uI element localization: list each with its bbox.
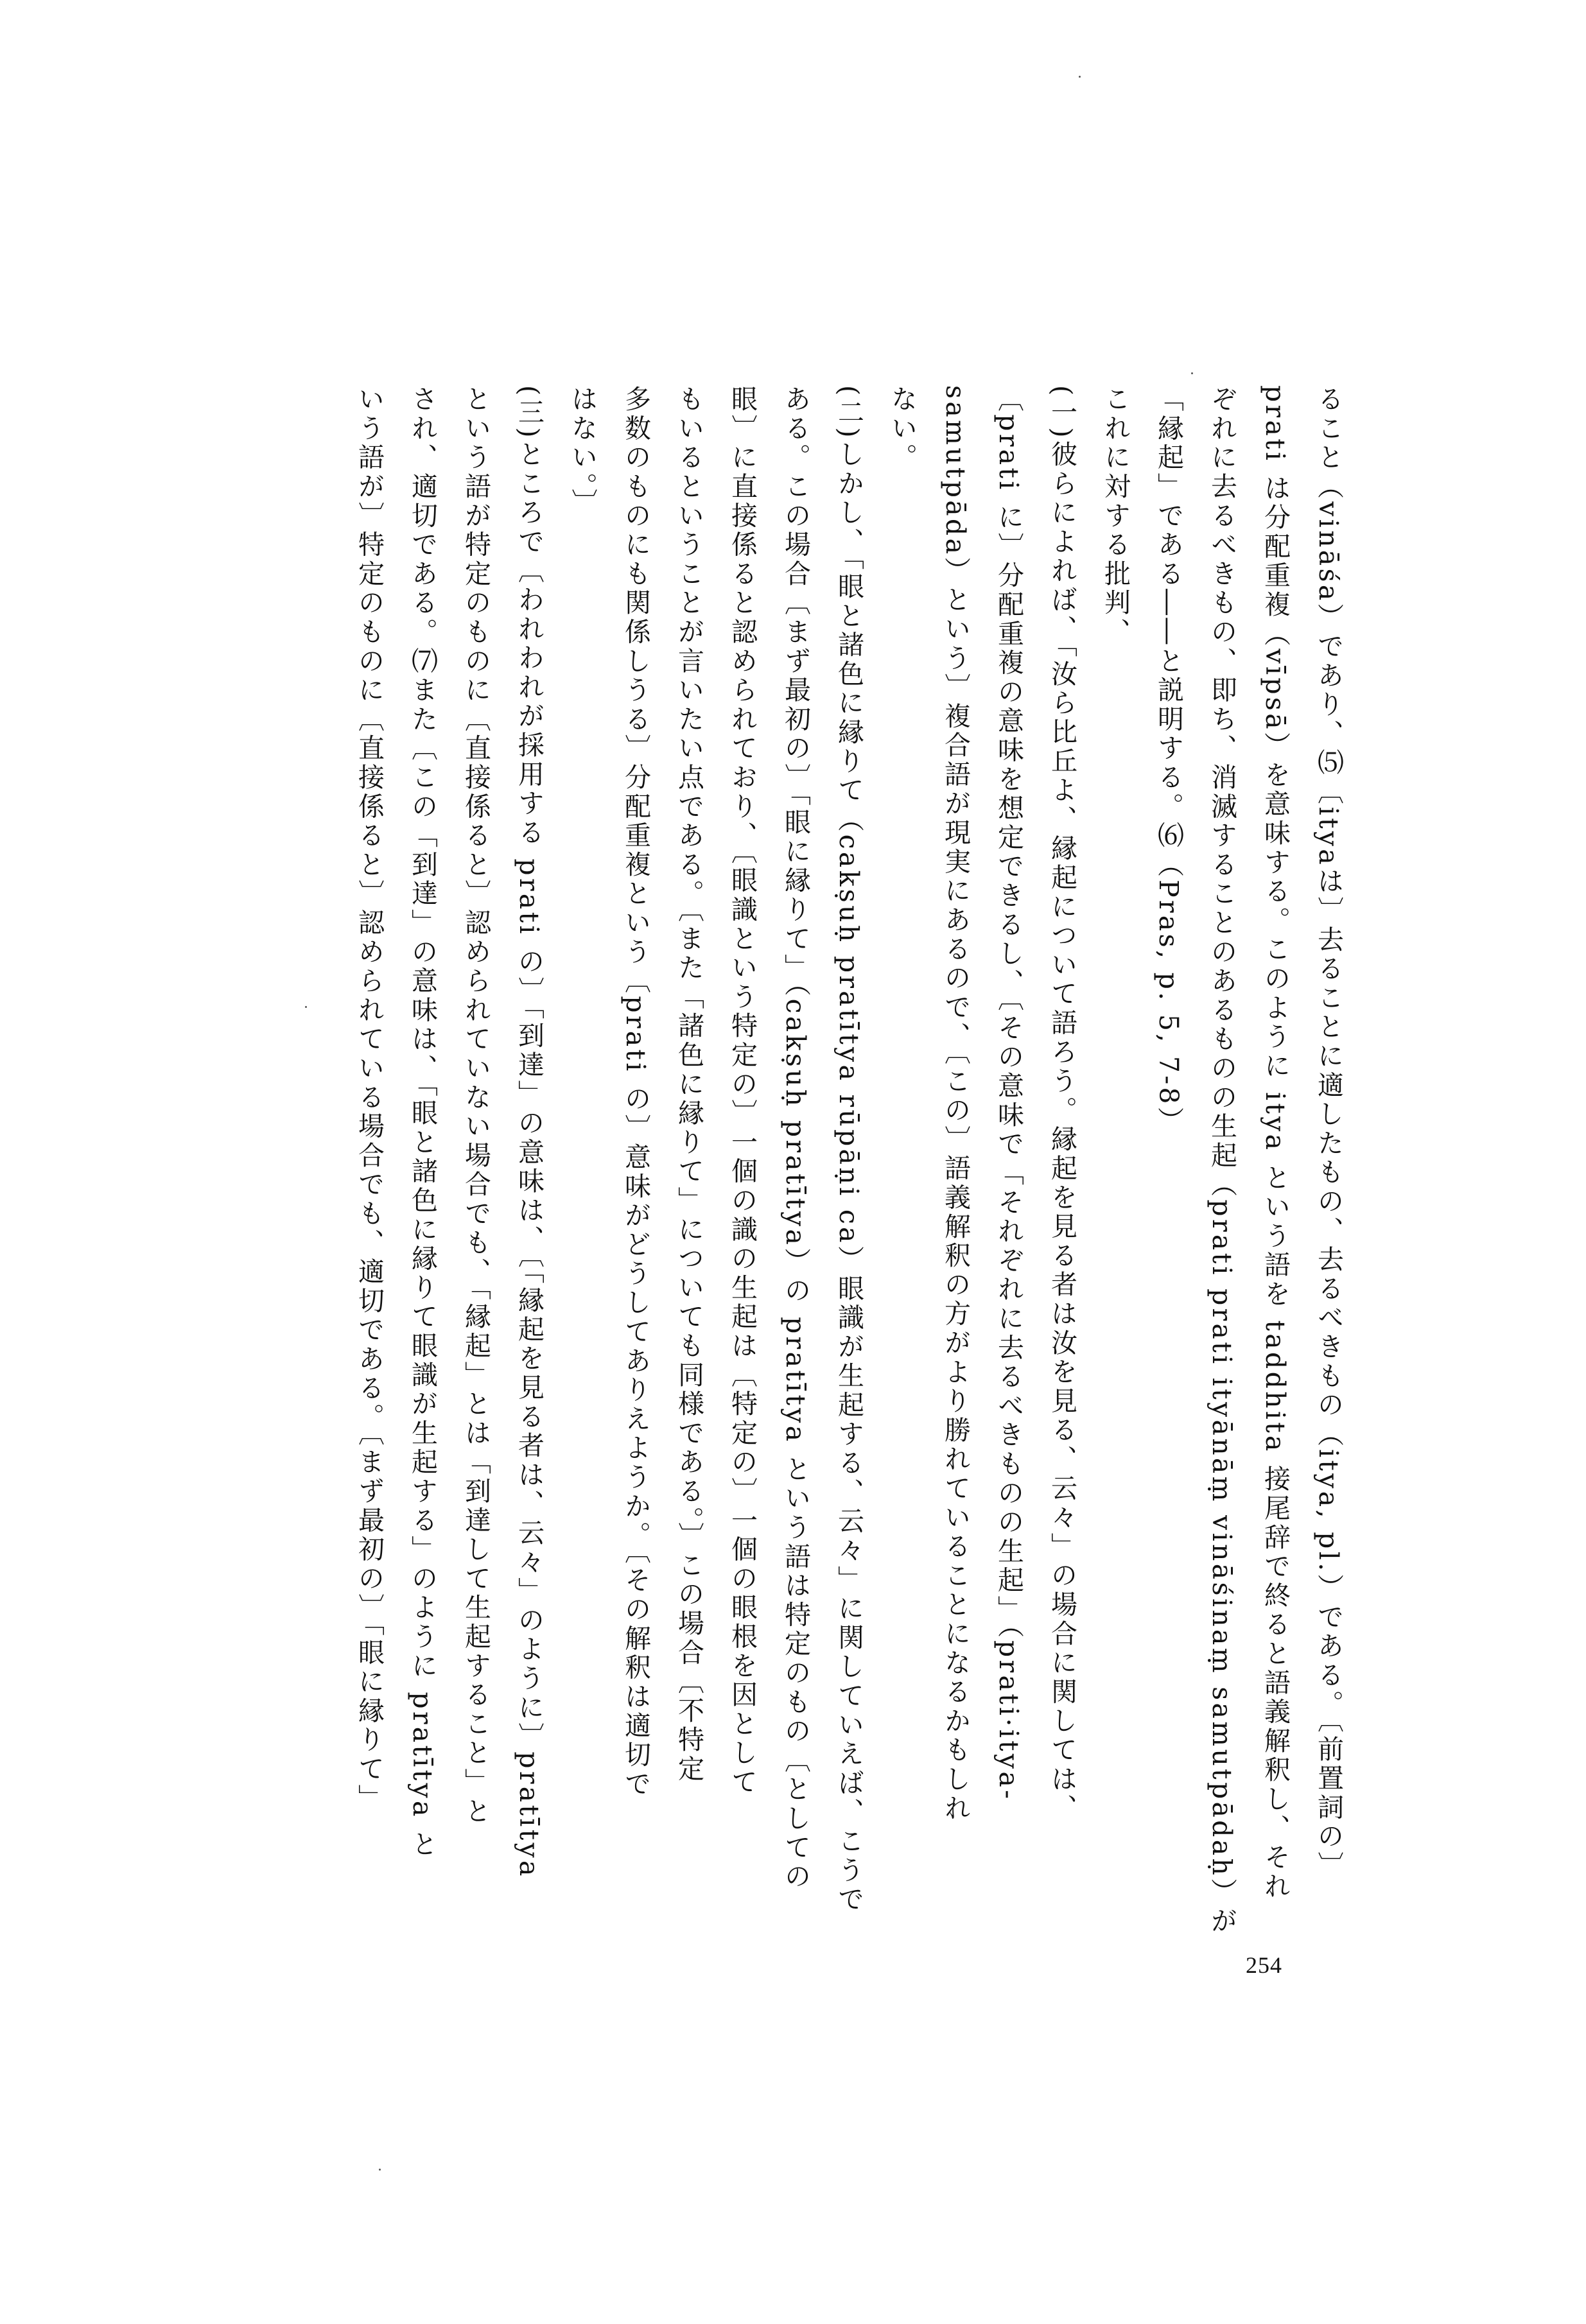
scan-speck: [1191, 372, 1193, 374]
scan-speck: [1079, 76, 1081, 78]
scan-speck: [379, 2169, 381, 2171]
text-line-4: 「縁起」である――と説明する。⑹（Pras, p. 5, 7-8）: [1153, 385, 1184, 1136]
text-line-3: ぞれに去るべきもの、即ち、消滅することのあるものの生起（prati prati ityānāṃ vināśinaṃ samutpādaḥ）が: [1207, 385, 1237, 1936]
text-line-16: (三)ところで〔われわれが採用する prati の〕「到達」の意味は、〔「縁起を見る者は、云々」のように〕pratītya: [514, 385, 545, 1879]
text-line-6: (一)彼らによれば、「汝ら比丘よ、縁起について語ろう。縁起を見る者は汝を見る、云々」の場合に関しては、: [1047, 385, 1077, 1823]
text-line-9: ない。: [887, 385, 918, 473]
vertical-text-body: [302, 385, 1355, 1936]
text-line-7: 〔prati に〕分配重複の意味を想定できるし、〔その意味で「それぞれに去るべきものの生起」（prati·itya-: [993, 385, 1024, 1802]
text-line-1: ること（vināśa）であり、⑸〔ityaは〕去ることに適したもの、去るべきもの（itya, pl.）である。〔前置詞の〕: [1313, 385, 1344, 1881]
text-line-2: prati は分配重複（vīpsā）を意味する。このように itya という語を taddhita 接尾辞で終ると語義解釈し、それ: [1260, 385, 1291, 1902]
page-number: 254: [1246, 1952, 1282, 1978]
text-line-14: 多数のものにも関係しうる〕分配重複という〔prati の〕意味がどうしてありえようか。〔その解釈は適切で: [620, 385, 651, 1799]
text-line-12: 眼〕に直接係ると認められており、〔眼識という特定の〕一個の識の生起は〔特定の〕一個の眼根を因として: [727, 385, 758, 1798]
text-line-18: され、適切である。⑺また〔この「到達」の意味は、「眼と諸色に縁りて眼識が生起する」のように pratītya と: [407, 385, 438, 1860]
text-line-17: という語が特定のものに〔直接係ると〕認められていない場合でも、「縁起」とは「到達して生起すること」と: [460, 385, 491, 1826]
section-heading: これに対する批判、: [1100, 385, 1131, 647]
text-line-15: はない。〕: [567, 385, 598, 517]
scan-speck: [305, 1006, 307, 1008]
text-line-8: samutpāda）という〕複合語が現実にあるので、〔この〕語義解釈の方がより勝れていることになるかもしれ: [940, 385, 971, 1824]
text-line-13: もいるということが言いたい点である。〔また「諸色に縁りて」についても同様である。〕この場合〔不特定: [674, 385, 704, 1784]
text-line-10: (二)しかし、「眼と諸色に縁りて（cakṣuḥ pratītya rūpāṇi ca）眼識が生起する、云々」に関していえば、こうで: [833, 385, 864, 1914]
text-line-11: ある。この場合〔まず最初の〕「眼に縁りて」（cakṣuḥ pratītya）の pratītya という語は特定のもの〔としての: [780, 385, 811, 1892]
text-line-19: いう語が〕特定のものに〔直接係ると〕認められている場合でも、適切である。〔まず最初の〕「眼に縁りて」: [354, 385, 385, 1813]
